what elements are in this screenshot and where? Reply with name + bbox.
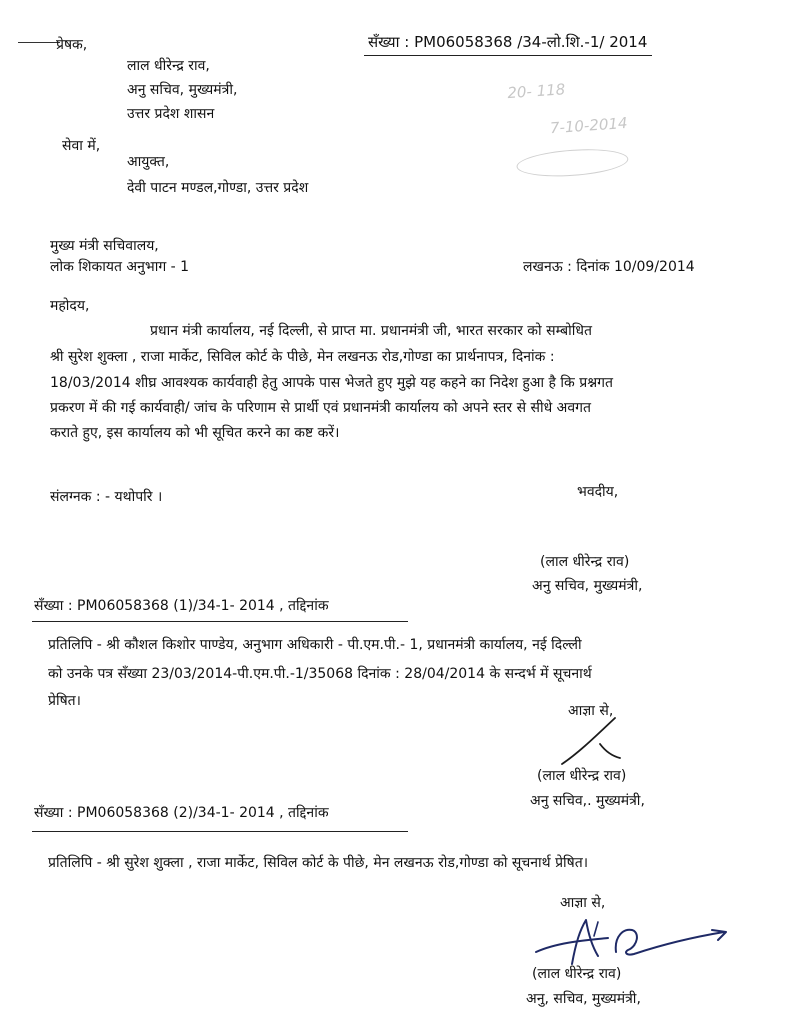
blue-ink-signature [528, 912, 738, 974]
copy2-line: प्रतिलिपि - श्री सुरेश शुक्ला , राजा मार्केट, सिविल कोर्ट के पीछे, मेन लखनऊ रोड,गोण्डा को सूचनार्थ प्रेषित। [48, 855, 589, 871]
copy2-by-order: आज्ञा से, [560, 895, 606, 911]
signatory-name: (लाल धीरेन्द्र राव) [540, 554, 630, 570]
copy1-signatory-name: (लाल धीरेन्द्र राव) [537, 768, 627, 784]
copy1-by-order: आज्ञा से, [568, 703, 614, 719]
copy1-line: को उनके पत्र सँख्या 23/03/2014-पी.एम.पी.-1/35068 दिनांक : 28/04/2014 के सन्दर्भ में सूचनार्थ [48, 666, 592, 682]
closing: भवदीय, [577, 484, 619, 500]
copy1-line: प्रतिलिपि - श्री कौशल किशोर पाण्डेय, अनुभाग अधिकारी - पी.एम.पी.- 1, प्रधानमंत्री कार्यालय, नई दिल्ली [48, 637, 582, 653]
body-line: श्री सुरेश शुक्ला , राजा मार्केट, सिविल कोर्ट के पीछे, मेन लखनऊ रोड,गोण्डा का प्रार्थनापत्र, दिनांक : [50, 349, 555, 365]
copy1-underline [32, 621, 408, 622]
body-line: 18/03/2014 शीघ्र आवश्यक कार्यवाही हेतु आपके पास भेजते हुए मुझे यह कहने का निदेश हुआ है कि प्रश्नगत [50, 375, 613, 391]
body-line: कराते हुए, इस कार्यालय को भी सूचित करने का कष्ट करें। [50, 425, 340, 441]
sender-designation: अनु सचिव, मुख्यमंत्री, [127, 82, 238, 98]
copy1-line: प्रेषित। [48, 693, 81, 709]
reference-number: सँख्या : PM06058368 /34-लो.शि.-1/ 2014 [368, 33, 648, 51]
recipient-label: सेवा में, [62, 138, 101, 154]
copy2-signatory-name: (लाल धीरेन्द्र राव) [532, 966, 622, 982]
place-date: लखनऊ : दिनांक 10/09/2014 [523, 259, 695, 275]
copy1-reference: सँख्या : PM06058368 (1)/34-1- 2014 , तद्दिनांक [34, 598, 329, 614]
stamp-scrawl [516, 146, 630, 180]
scribble-mark [18, 42, 60, 43]
signatory-designation: अनु सचिव, मुख्यमंत्री, [532, 578, 643, 594]
salutation: महोदय, [50, 298, 90, 314]
office-section: लोक शिकायत अनुभाग - 1 [50, 259, 190, 275]
sender-department: उत्तर प्रदेश शासन [127, 106, 215, 122]
copy2-underline [32, 831, 408, 832]
reference-underline [364, 55, 652, 56]
recipient-address: देवी पाटन मण्डल,गोण्डा, उत्तर प्रदेश [127, 180, 309, 196]
received-stamp [507, 76, 631, 180]
copy2-signatory-designation: अनु, सचिव, मुख्यमंत्री, [526, 991, 641, 1007]
stamp-line: 7-10-2014 [549, 113, 629, 138]
copy2-reference: सँख्या : PM06058368 (2)/34-1- 2014 , तद्दिनांक [34, 805, 329, 821]
recipient-title: आयुक्त, [127, 154, 170, 170]
body-line: प्रधान मंत्री कार्यालय, नई दिल्ली, से प्राप्त मा. प्रधानमंत्री जी, भारत सरकार को सम्बोधित [150, 323, 592, 339]
body-line: प्रकरण में की गई कार्यवाही/ जांच के परिणाम से प्रार्थी एवं प्रधानमंत्री कार्यालय को अपने स्तर से सीधे अवगत [50, 400, 591, 416]
sender-label: प्रेषक, [56, 37, 88, 53]
stamp-line: 20- 118 [506, 80, 566, 103]
enclosure: संलग्नक : - यथोपरि । [50, 489, 163, 505]
sender-name: लाल धीरेन्द्र राव, [127, 58, 210, 74]
office-name: मुख्य मंत्री सचिवालय, [50, 238, 159, 254]
handwritten-signature [560, 712, 640, 772]
copy1-signatory-designation: अनु सचिव,. मुख्यमंत्री, [530, 793, 645, 809]
